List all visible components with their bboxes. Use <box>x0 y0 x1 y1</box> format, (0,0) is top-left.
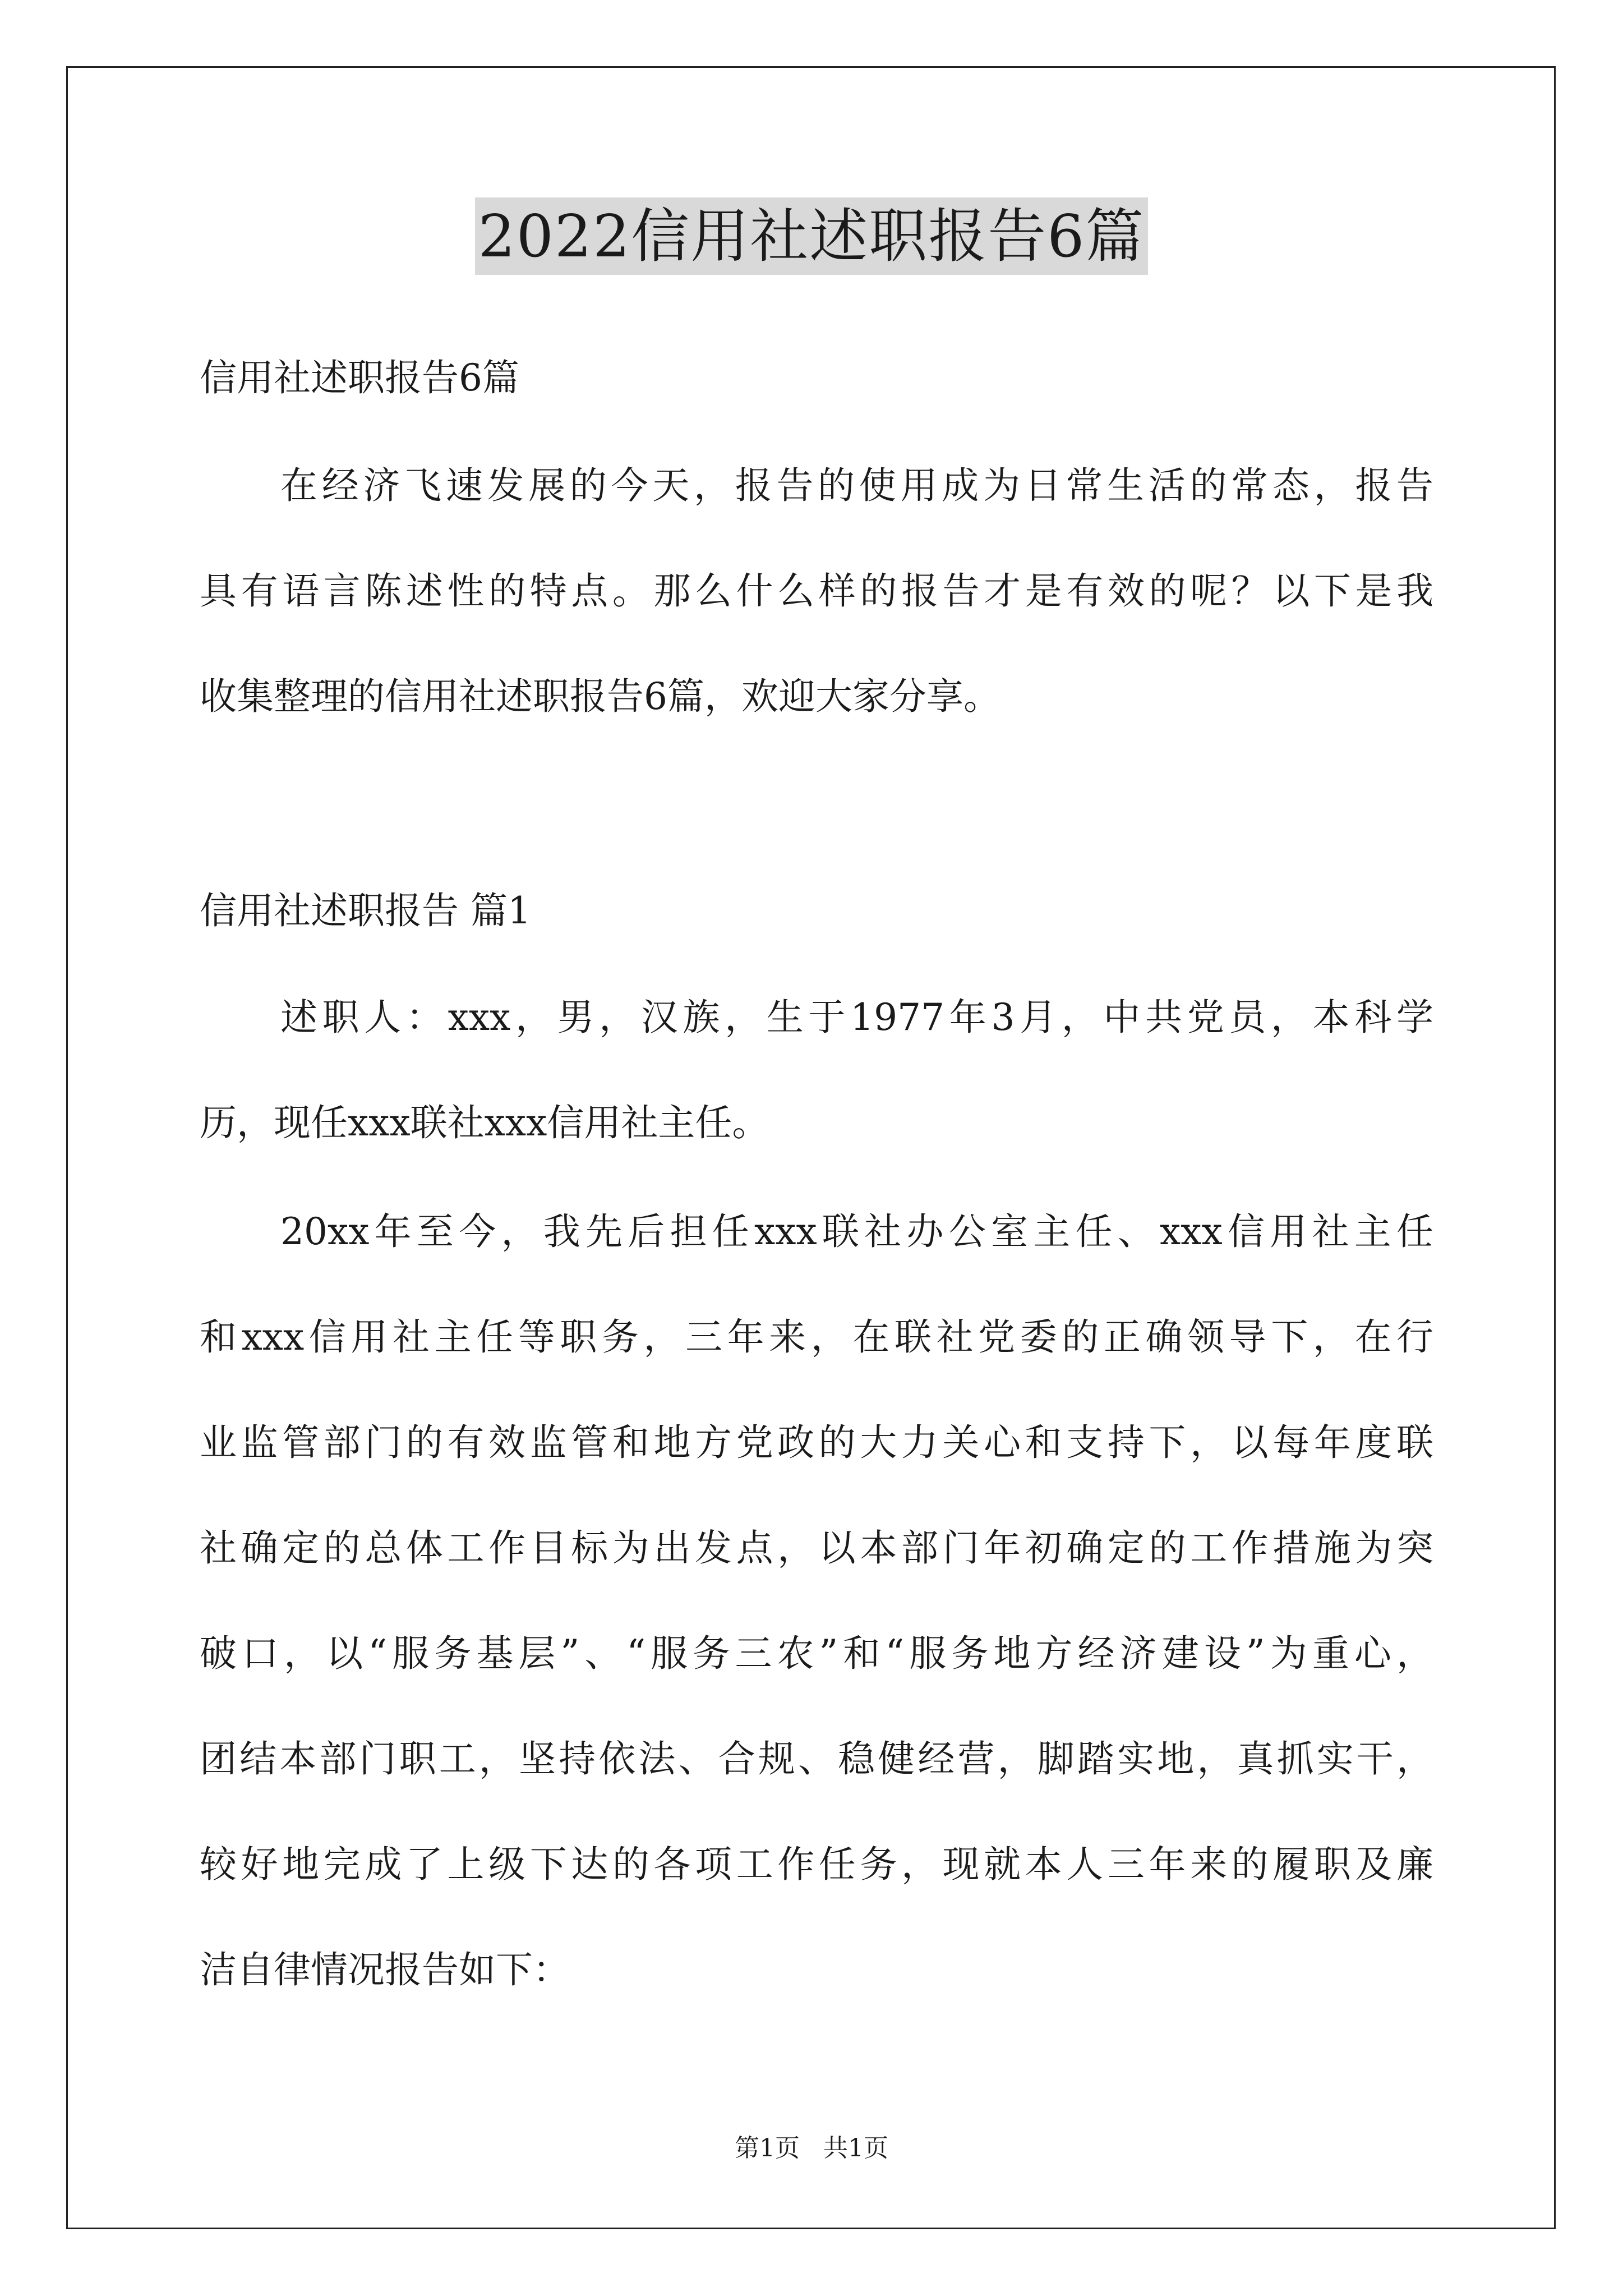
paragraph-line: 业监管部门的有效监管和地方党政的大力关心和支持下，以每年度联 <box>200 1421 1433 1464</box>
section-heading: 信用社述职报告 篇1 <box>200 889 531 932</box>
document-title: 2022信用社述职报告6篇 <box>475 197 1149 275</box>
paragraph-line: 较好地完成了上级下达的各项工作任务，现就本人三年来的履职及廉 <box>200 1843 1433 1886</box>
intro-line: 具有语言陈述性的特点。那么什么样的报告才是有效的呢？以下是我 <box>200 569 1433 613</box>
paragraph-line: 洁自律情况报告如下： <box>200 1948 570 1991</box>
paragraph-line: 和xxx信用社主任等职务，三年来，在联社党委的正确领导下，在行 <box>200 1315 1433 1359</box>
paragraph-line: 社确定的总体工作目标为出发点，以本部门年初确定的工作措施为突 <box>200 1526 1433 1570</box>
paragraph-line: 团结本部门职工，坚持依法、合规、稳健经营，脚踏实地，真抓实干， <box>200 1737 1433 1780</box>
document-subtitle: 信用社述职报告6篇 <box>200 356 519 399</box>
paragraph-line: 破口，以“服务基层”、“服务三农”和“服务地方经济建设”为重心， <box>200 1632 1433 1675</box>
intro-line: 收集整理的信用社述职报告6篇，欢迎大家分享。 <box>200 675 1000 718</box>
paragraph-line: 历，现任xxx联社xxx信用社主任。 <box>200 1101 769 1144</box>
page-footer: 第1页 共1页 <box>735 2134 888 2162</box>
intro-line: 在经济飞速发展的今天，报告的使用成为日常生活的常态，报告 <box>280 464 1433 507</box>
title-container <box>0 197 1623 275</box>
paragraph-line: 述职人：xxx，男，汉族，生于1977年3月，中共党员，本科学 <box>280 996 1433 1039</box>
paragraph-line: 20xx年至今，我先后担任xxx联社办公室主任、xxx信用社主任 <box>280 1210 1433 1253</box>
